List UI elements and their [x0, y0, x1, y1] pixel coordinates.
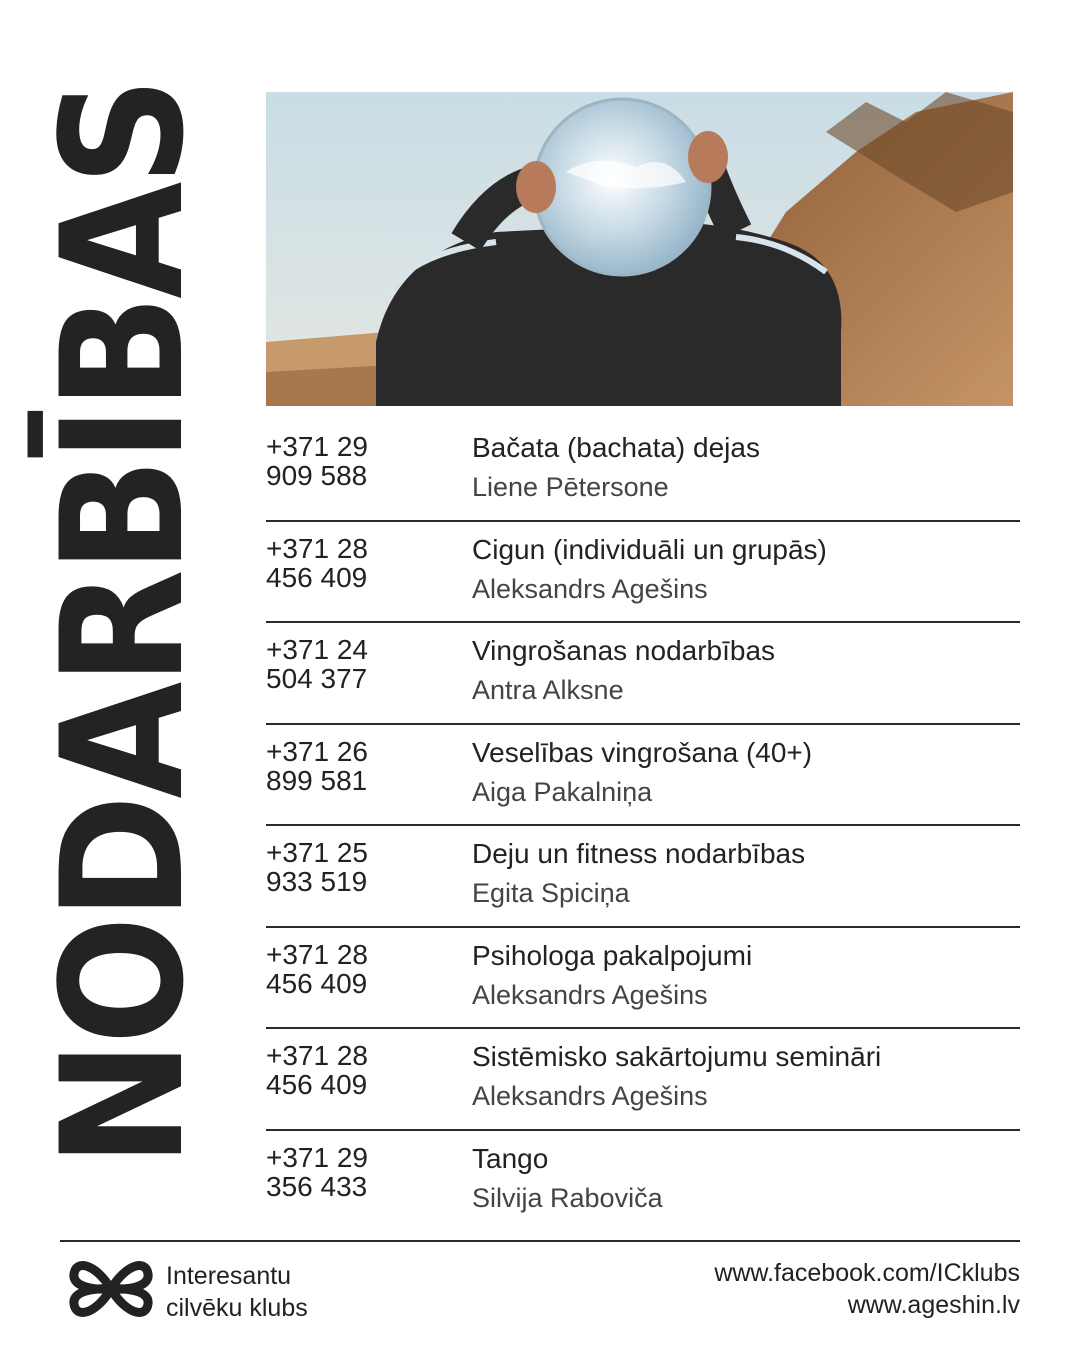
photo-illustration [266, 92, 1013, 406]
activity-name: Deju un fitness nodarbības [472, 838, 806, 869]
facebook-link[interactable]: www.facebook.com/ICklubs [714, 1259, 1020, 1287]
instructor-name: Liene Pētersone [472, 472, 669, 502]
footer-links [714, 1257, 1020, 1321]
activity-name: Cigun (individuāli un grupās) [472, 533, 827, 565]
activity-name: Sistēmisko sakārtojumu semināri [472, 1041, 882, 1072]
phone-line: +371 29 [266, 1141, 368, 1173]
list-item [266, 928, 1020, 1030]
list-item [266, 420, 1020, 522]
activity-name: Bačata (bachata) dejas [472, 432, 760, 463]
vertical-title [25, 80, 221, 1168]
phone-line: +371 28 [266, 1040, 368, 1071]
activity-name: Veselības vingrošana (40+) [472, 736, 813, 768]
activities-list [266, 420, 1020, 1232]
phone-number[interactable] [266, 940, 456, 998]
activity-name: Vingrošanas nodarbības [472, 635, 776, 666]
footer-divider [60, 1240, 1020, 1242]
phone-line: +371 24 [266, 634, 368, 665]
instructor-name: Egita Spiciņa [472, 878, 630, 908]
instructor-name: Aleksandrs Agešins [472, 1081, 708, 1111]
phone-line: 456 409 [266, 1069, 368, 1100]
phone-line: 456 409 [266, 561, 368, 593]
phone-number[interactable] [266, 838, 456, 896]
club-logo-icon [66, 1254, 156, 1324]
phone-line: 356 433 [266, 1170, 368, 1202]
page-title: NODARBĪBAS [25, 80, 221, 1168]
list-item [266, 623, 1020, 725]
phone-line: +371 28 [266, 938, 368, 970]
phone-line: 504 377 [266, 663, 368, 694]
instructor-name: Aleksandrs Agešins [472, 573, 708, 604]
phone-number[interactable] [266, 534, 456, 592]
phone-number[interactable] [266, 1143, 456, 1201]
club-name-line: Interesantu [166, 1262, 292, 1290]
instructor-name: Aleksandrs Agešins [472, 979, 708, 1010]
list-item [266, 725, 1020, 827]
phone-line: +371 26 [266, 735, 368, 767]
list-item [266, 1131, 1020, 1233]
phone-line: +371 28 [266, 532, 368, 564]
instructor-name: Antra Alksne [472, 675, 624, 705]
list-item [266, 522, 1020, 624]
phone-line: 456 409 [266, 967, 368, 999]
club-name [166, 1260, 308, 1324]
phone-line: 909 588 [266, 460, 368, 491]
header-photo [266, 92, 1013, 406]
list-item [266, 1029, 1020, 1131]
instructor-name: Aiga Pakalniņa [472, 776, 653, 807]
phone-line: +371 25 [266, 837, 368, 868]
phone-line: +371 29 [266, 431, 368, 462]
phone-line: 899 581 [266, 764, 368, 796]
phone-line: 933 519 [266, 866, 368, 897]
phone-number[interactable] [266, 1041, 456, 1099]
activity-name: Psihologa pakalpojumi [472, 939, 753, 971]
activity-name: Tango [472, 1142, 549, 1174]
phone-number[interactable] [266, 737, 456, 795]
club-name-line: cilvēku klubs [166, 1294, 308, 1322]
website-link[interactable]: www.ageshin.lv [847, 1291, 1020, 1319]
list-item [266, 826, 1020, 928]
phone-number[interactable] [266, 432, 456, 490]
instructor-name: Silvija Raboviča [472, 1182, 663, 1213]
phone-number[interactable] [266, 635, 456, 693]
